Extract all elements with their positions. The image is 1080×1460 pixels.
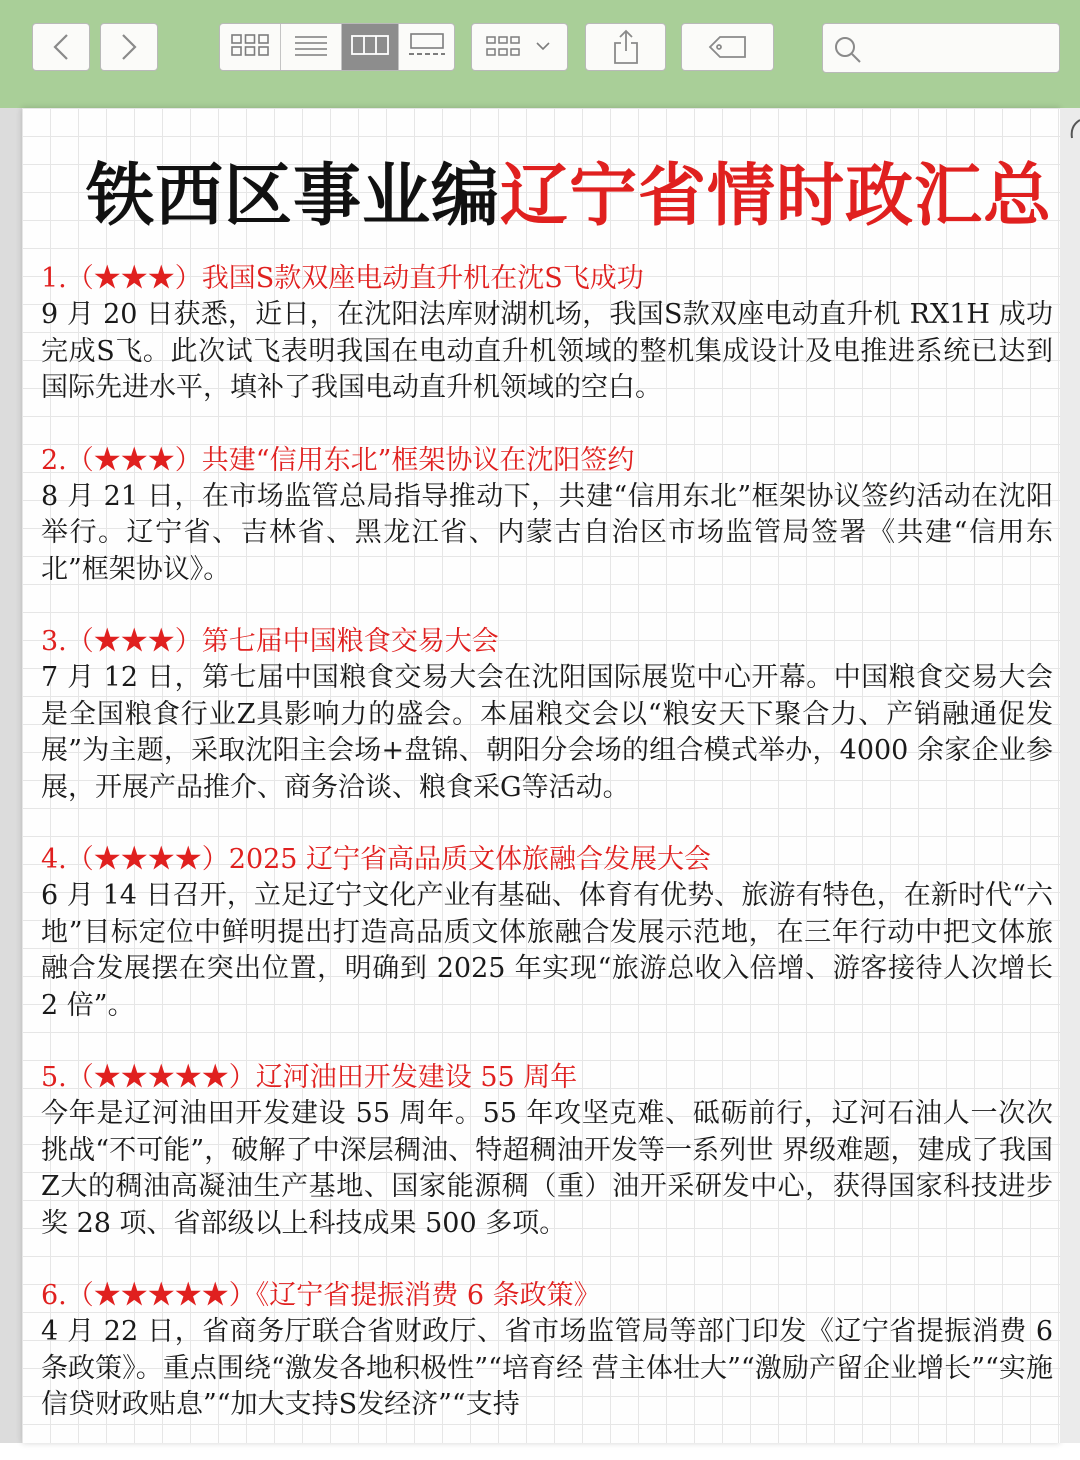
news-item-body: 6 月 14 日召开，立足辽宁文化产业有基础、体育有优势、旅游有特色，在新时代“六地”目标定位中鲜明提出打造高品质文体旅融合发展示范地，在三年行动中把文体旅融合发展摆在突出位置，明确到 2025 年实现“旅游总收入倍增、游客接待人次增长 2 倍”。 — [41, 880, 1053, 1021]
grid-view-button[interactable] — [220, 24, 281, 70]
search-field[interactable] — [822, 23, 1060, 73]
share-button[interactable] — [585, 23, 666, 71]
news-item-body: 4 月 22 日，省商务厅联合省财政厅、省市场监管局等部门印发《辽宁省提振消费 6 条政策》。重点围绕“激发各地积极性”“培育经 营主体壮大”“激励产留企业增长”“实施信贷财政贴息”“加大支持S发经济”“支持 — [41, 1316, 1053, 1420]
news-item — [41, 1060, 1053, 1242]
grid-view-icon — [230, 33, 270, 61]
window-toolbar — [0, 0, 1080, 108]
document-page — [22, 108, 1060, 1443]
page-curl-icon — [1066, 118, 1080, 140]
gallery-view-button[interactable] — [399, 24, 454, 70]
list-view-icon — [294, 34, 328, 60]
news-item-body: 今年是辽河油田开发建设 55 周年。55 年攻坚克难、砥砺前行，辽河石油人一次次挑战“不可能”，破解了中深层稠油、特超稠油开发等一系列世 界级难题，建成了我国Z大的稠油高凝油生产基地、国家能源稠（重）油开采研发中心，获得国家科技进步奖 28 项、省部级以上科技成果 500 多项。 — [41, 1098, 1053, 1239]
title-black-part: 铁西区事业编 — [86, 156, 501, 236]
tag-button[interactable] — [681, 23, 774, 71]
news-item-heading: 4.（★★★★）2025 辽宁省高品质文体旅融合发展大会 — [41, 844, 712, 875]
news-item-heading: 5.（★★★★★）辽河油田开发建设 55 周年 — [41, 1062, 578, 1093]
chevron-right-icon — [120, 33, 138, 61]
chevron-left-icon — [52, 33, 70, 61]
news-item-list — [41, 261, 1053, 1460]
forward-button[interactable] — [100, 23, 158, 71]
back-button[interactable] — [32, 23, 90, 71]
news-item-body: 8 月 21 日，在市场监管总局指导推动下，共建“信用东北”框架协议签约活动在沈阳举行。辽宁省、吉林省、黑龙江省、内蒙古自治区市场监管局签署《共建“信用东北”框架协议》。 — [41, 480, 1053, 585]
group-by-button[interactable] — [471, 23, 568, 71]
page-edge — [1060, 108, 1080, 1443]
title-red-part: 辽宁省情时政汇总 — [500, 156, 1053, 236]
group-by-icon — [485, 36, 555, 58]
search-input[interactable] — [871, 32, 1055, 66]
news-item-heading: 2.（★★★）共建“信用东北”框架协议在沈阳签约 — [41, 444, 635, 476]
news-item — [41, 842, 1053, 1024]
column-view-button[interactable] — [342, 24, 400, 70]
news-item-heading: 3.（★★★）第七届中国粮食交易大会 — [41, 626, 499, 657]
news-item-heading: 1.（★★★）我国S款双座电动直升机在沈S飞成功 — [41, 263, 644, 294]
share-icon — [612, 29, 640, 65]
news-item — [41, 624, 1053, 806]
document-viewer[interactable] — [0, 108, 1080, 1443]
news-item-body: 7 月 12 日，第七届中国粮食交易大会在沈阳国际展览中心开幕。中国粮食交易大会是全国粮食行业Z具影响力的盛会。本届粮交会以“粮安天下聚合力、产销融通促发展”为主题，采取沈阳主会场+盘锦、朝阳分会场的组合模式举办，4000 余家企业参展，开展产品推介、商务洽谈、粮食采G等活动。 — [41, 662, 1053, 803]
news-item — [41, 261, 1053, 407]
page-title — [86, 156, 1066, 236]
news-item-body: 9 月 20 日获悉，近日，在沈阳法库财湖机场，我国S款双座电动直升机 RX1H 成功完成S飞。此次试飞表明我国在电动直升机领域的整机集成设计及电推进系统已达到国际先进水平，填补了我国电动直升机领域的空白。 — [41, 299, 1053, 403]
column-view-icon — [351, 35, 389, 59]
view-mode-switcher — [219, 23, 455, 71]
list-view-button[interactable] — [281, 24, 341, 70]
news-item-heading: 6.（★★★★★）《辽宁省提振消费 6 条政策》 — [41, 1280, 601, 1311]
news-item — [41, 1278, 1053, 1424]
news-item — [41, 443, 1053, 589]
tag-icon — [708, 35, 748, 59]
gallery-view-icon — [408, 33, 446, 61]
search-icon — [833, 35, 863, 69]
